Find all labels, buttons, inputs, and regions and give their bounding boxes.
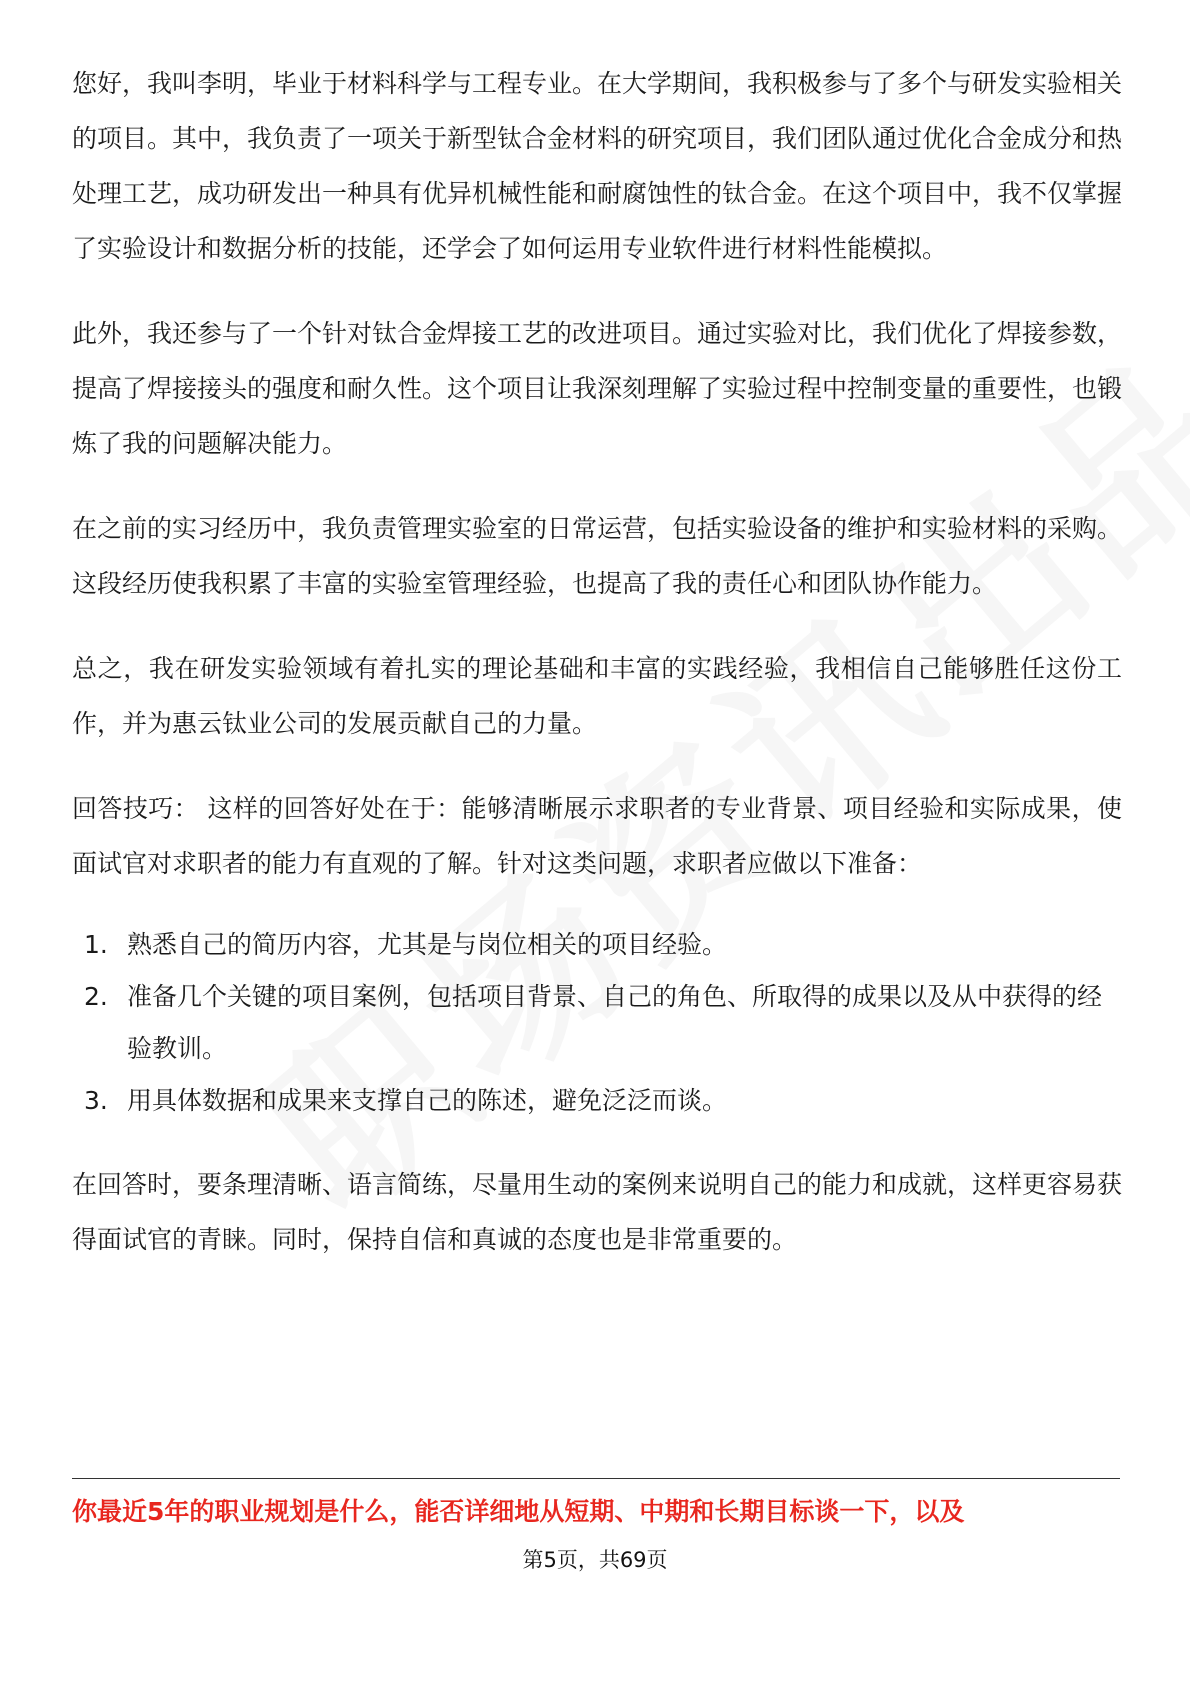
list-item-number: 2. [84,982,108,1011]
tips-list [72,919,1122,1127]
answer-tips-intro: 回答技巧： 这样的回答好处在于：能够清晰展示求职者的专业背景、项目经验和实际成果，使面试官对求职者的能力有直观的了解。针对这类问题，求职者应做以下准备： [72,794,1122,878]
list-item-text: 准备几个关键的项目案例，包括项目背景、自己的角色、所取得的成果以及从中获得的经验教训。 [127,982,1103,1063]
list-item [72,1075,1122,1127]
section-divider [72,1478,1120,1479]
next-question-heading: 你最近5年的职业规划是什么，能否详细地从短期、中期和长期目标谈一下，以及 [72,1497,965,1526]
page-footer: 第5页，共69页 [522,1548,668,1572]
list-item-number: 1. [84,930,108,959]
list-item-number: 3. [84,1086,108,1115]
list-item-text: 熟悉自己的简历内容，尤其是与岗位相关的项目经验。 [127,930,728,959]
list-item-text: 用具体数据和成果来支撑自己的陈述，避免泛泛而谈。 [127,1086,728,1115]
answer-paragraph-2: 此外，我还参与了一个针对钛合金焊接工艺的改进项目。通过实验对比，我们优化了焊接参数，提高了焊接接头的强度和耐久性。这个项目让我深刻理解了实验过程中控制变量的重要性，也锻炼了我的问题解决能力。 [72,319,1123,458]
answer-paragraph-4: 总之，我在研发实验领域有着扎实的理论基础和丰富的实践经验，我相信自己能够胜任这份工作，并为惠云钛业公司的发展贡献自己的力量。 [72,654,1122,738]
closing-paragraph: 在回答时，要条理清晰、语言简练，尽量用生动的案例来说明自己的能力和成就，这样更容易获得面试官的青睐。同时，保持自信和真诚的态度也是非常重要的。 [72,1170,1123,1254]
list-item [72,919,1122,971]
answer-paragraph-1: 您好，我叫李明，毕业于材料科学与工程专业。在大学期间，我积极参与了多个与研发实验相关的项目。其中，我负责了一项关于新型钛合金材料的研究项目，我们团队通过优化合金成分和热处理工艺，成功研发出一种具有优异机械性能和耐腐蚀性的钛合金。在这个项目中，我不仅掌握了实验设计和数据分析的技能，还学会了如何运用专业软件进行材料性能模拟。 [72,69,1123,263]
answer-content [72,56,1122,1297]
answer-paragraph-3: 在之前的实习经历中，我负责管理实验室的日常运营，包括实验设备的维护和实验材料的采购。这段经历使我积累了丰富的实验室管理经验，也提高了我的责任心和团队协作能力。 [72,514,1123,598]
list-item [72,971,1122,1075]
